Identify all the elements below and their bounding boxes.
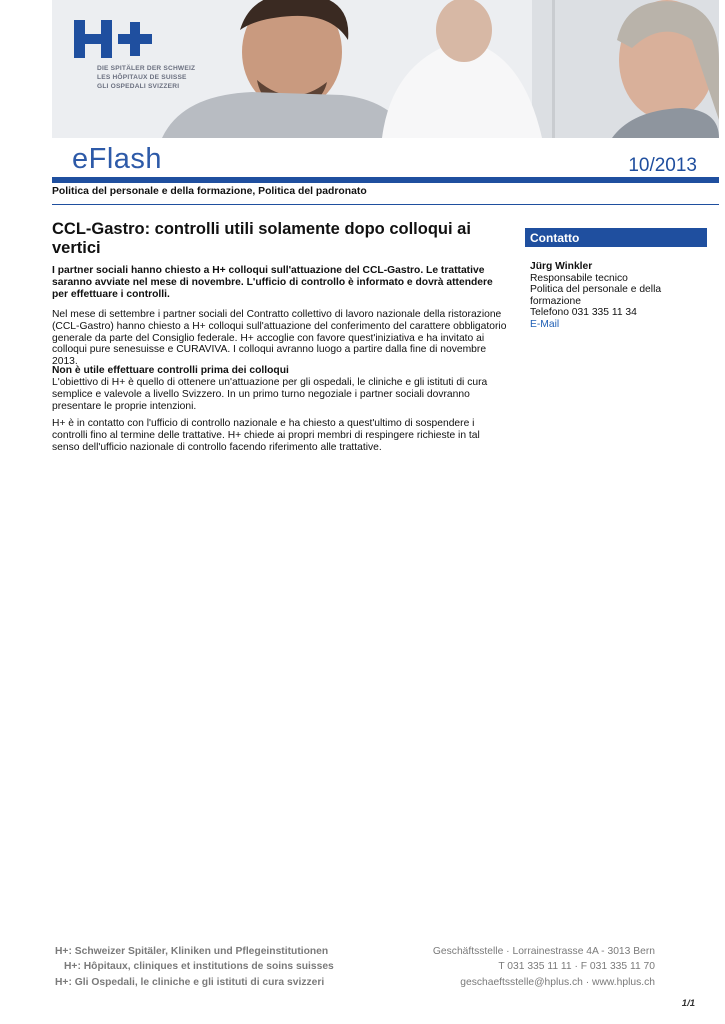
contact-department: Politica del personale e della formazione [530, 284, 662, 307]
article-paragraph-2: L'obiettivo di H+ è quello di ottenere un'attuazione per gli ospedali, le cliniche e gli istituti di cura semplice e valevole a livello Svizzero. In un primo turno negoziale i partner sociali dovranno presentare le proprie intenzioni. [52, 377, 488, 412]
footer-organisation [55, 944, 334, 990]
footer-phone-line: T 031 335 11 11 · F 031 335 11 70 [498, 961, 655, 973]
header-photo [52, 0, 719, 138]
header-divider [52, 177, 719, 183]
logo-line-it: GLI OSPEDALI SVIZZERI [97, 83, 180, 90]
article-paragraph-3: H+ è in contatto con l'ufficio di controllo nazionale e ha chiesto a quest'ultimo di sospendere i controlli fino al termine delle trattative. H+ chiede ai propri membri di respingere richieste in tal senso dell'ufficio nazionale di controllo facendo riferimento alle trattative. [52, 418, 480, 453]
article-title: CCL-Gastro: controlli utili solamente dopo colloqui ai vertici [52, 220, 471, 257]
category-divider [52, 204, 719, 205]
logo-line-fr: LES HÔPITAUX DE SUISSE [97, 74, 187, 81]
article-paragraph-1: Nel mese di settembre i partner sociali del Contratto collettivo di lavoro nazionale della ristorazione (CCL-Gastro) hanno chiesto a H+ colloqui sull'attuazione del conferimento del carattere obbligatorio generale da parte del Consiglio federale. H+ accoglie con favore quest'iniziativa e ha invitato ai colloqui pure senesuisse e CURAVIVA. I colloqui avranno luogo a partire dalla fine di novembre 2013. [52, 309, 507, 368]
newsletter-name: eFlash [72, 143, 163, 175]
article-lead: I partner sociali hanno chiesto a H+ colloqui sull'attuazione del CCL-Gastro. Le trattative saranno avviate nel mese di novembre. L'ufficio di controllo è informato e dovrà attendere per effettuare i controlli. [52, 265, 493, 300]
footer-web-line: geschaeftsstelle@hplus.ch · www.hplus.ch [460, 976, 655, 988]
footer-address-line: Geschäftsstelle · Lorrainestrasse 4A - 3013 Bern [432, 946, 655, 957]
article-subheading: Non è utile effettuare controlli prima dei colloqui [52, 365, 289, 376]
contact-card [530, 261, 690, 331]
page-number: 1/1 [681, 998, 695, 1009]
contact-email-link[interactable]: E-Mail [530, 318, 560, 330]
contact-role: Responsabile tecnico [530, 272, 628, 284]
footer-line-it: H+: Gli Ospedali, le cliniche e gli istituti di cura svizzeri [55, 976, 325, 988]
issue-number: 10/2013 [628, 155, 697, 176]
contact-heading: Contatto [530, 231, 580, 245]
footer-line-de: H+: Schweizer Spitäler, Kliniken und Pflegeinstitutionen [55, 946, 329, 957]
contact-phone: Telefono 031 335 11 34 [530, 307, 637, 319]
contact-header [525, 228, 707, 247]
logo-line-de: DIE SPITÄLER DER SCHWEIZ [97, 65, 196, 72]
footer-address [433, 944, 655, 990]
category-line: Politica del personale e della formazione, Politica del padronato [52, 186, 367, 197]
logo-tagline [97, 64, 195, 91]
footer-line-fr: H+: Hôpitaux, cliniques et institutions de soins suisses [64, 961, 334, 973]
contact-name: Jürg Winkler [530, 261, 593, 272]
hplus-logo-mark [74, 20, 154, 60]
